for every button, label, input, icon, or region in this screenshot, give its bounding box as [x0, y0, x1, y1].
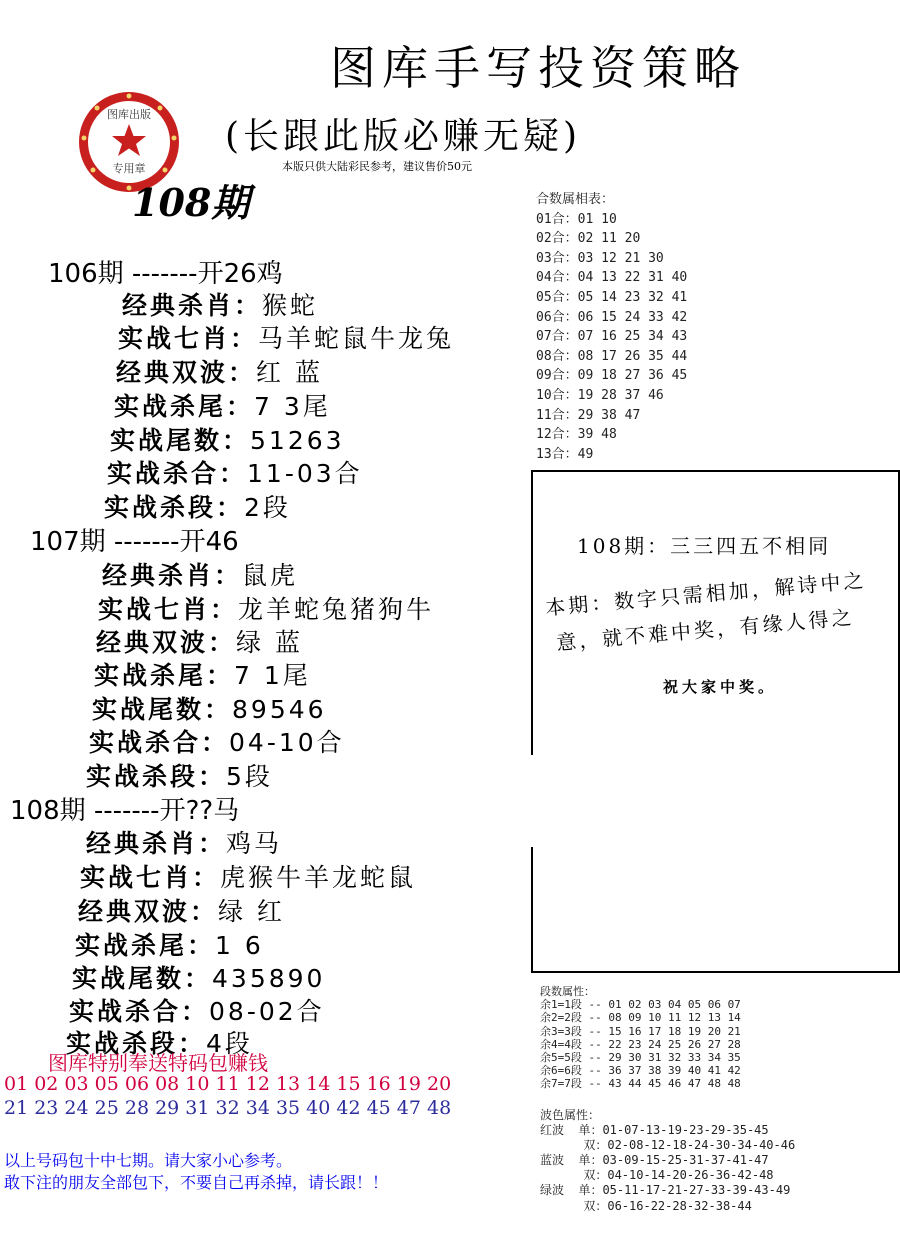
he-table-row: 05合：05 14 23 32 41: [536, 289, 688, 305]
he-table-row: 09合：09 18 27 36 45: [536, 368, 688, 384]
he-table-row: 10合：19 28 37 46: [536, 387, 664, 403]
he-table-row: 02合：02 11 20: [536, 231, 641, 247]
period-107-row: 实战杀段：5段: [86, 762, 273, 791]
period-106-row: 经典杀肖：猴蛇: [122, 291, 319, 320]
period-106-row: 实战七肖：马羊蛇鼠牛龙兔: [118, 324, 455, 353]
page-subtitle: (长跟此版必赚无疑): [225, 116, 582, 157]
period-106-row: 实战尾数：51263: [110, 426, 345, 455]
promo-numbers-line2: 21 23 24 25 28 29 31 32 34 35 40 42 45 47 48: [4, 1097, 452, 1119]
period-108-row: 实战七肖：虎猴牛羊龙蛇鼠: [80, 863, 417, 892]
poem-line: 意，就不难中奖，有缘人得之: [555, 604, 856, 655]
period-106-row: 经典双波：红 蓝: [116, 358, 323, 387]
svg-text:图库出版: 图库出版: [107, 108, 151, 121]
duan-table-row: 余6=6段 -- 36 37 38 39 40 41 42: [540, 1064, 741, 1078]
he-table-row: 11合：29 38 47: [536, 407, 641, 423]
he-table-row: 12合：39 48: [536, 427, 617, 443]
duan-table-title: 段数属性：: [540, 985, 595, 998]
period-107-row: 经典杀肖：鼠虎: [102, 561, 299, 590]
poem-line: 108期：三三四五不相同: [577, 534, 832, 558]
period-108-row: 经典双波：绿 红: [78, 897, 285, 926]
wave-table-row: 双：02-08-12-18-24-30-34-40-46: [540, 1138, 796, 1153]
he-table-row: 13合：49: [536, 446, 594, 462]
period-108-row: 实战尾数：435890: [72, 964, 326, 993]
period-108-row: 经典杀肖：鸡马: [86, 829, 283, 858]
period-108-head: 108期 -------开??马: [10, 796, 240, 826]
period-106-row: 实战杀尾：7 3尾: [114, 392, 331, 421]
wave-table-title: 波色属性：: [540, 1108, 601, 1122]
period-106-row: 实战杀段：2段: [104, 493, 291, 522]
wave-table-row: 蓝波 单：03-09-15-25-31-37-41-47: [540, 1153, 769, 1168]
promo-tip1: 以上号码包十中七期。请大家小心参考。: [4, 1151, 293, 1170]
issue-number: 108期: [132, 180, 250, 225]
period-107-row: 实战七肖：龙羊蛇兔猪狗牛: [98, 595, 435, 624]
duan-table: [540, 985, 741, 1091]
promo-title: 图库特别奉送特码包赚钱: [48, 1051, 268, 1075]
promo-tip2: 敢下注的朋友全部包下，不要自己再杀掉，请长跟！！: [4, 1173, 389, 1192]
wave-table: [540, 1108, 795, 1214]
period-107-row: 经典双波：绿 蓝: [96, 628, 303, 657]
wave-table-row: 双：04-10-14-20-26-36-42-48: [540, 1168, 774, 1183]
he-table-row: 07合：07 16 25 34 43: [536, 329, 688, 345]
wave-table-row: 红波 单：01-07-13-19-23-29-35-45: [540, 1123, 769, 1138]
he-table-row: 04合：04 13 22 31 40: [536, 270, 688, 286]
he-table-title: 合数属相表：: [536, 192, 615, 207]
he-table-row: 01合：01 10: [536, 211, 617, 227]
promo-numbers-line1: 01 02 03 05 06 08 10 11 12 13 14 15 16 19 20: [4, 1073, 452, 1095]
he-table-row: 06合：06 15 24 33 42: [536, 309, 688, 325]
period-108-row: 实战杀尾：1 6: [75, 931, 264, 960]
period-106-row: 实战杀合：11-03合: [107, 459, 363, 488]
duan-table-row: 余5=5段 -- 29 30 31 32 33 34 35: [540, 1050, 741, 1064]
period-108-row: 实战杀合：08-02合: [69, 997, 325, 1026]
he-table: [536, 190, 687, 464]
duan-table-row: 余1=1段 -- 01 02 03 04 05 06 07: [540, 998, 741, 1012]
white-patch: [460, 755, 885, 847]
period-107-row: 实战杀尾：7 1尾: [94, 661, 311, 690]
period-106-head: 106期 -------开26鸡: [48, 259, 283, 289]
wave-table-row: 绿波 单：05-11-17-21-27-33-39-43-49: [540, 1183, 791, 1198]
period-108-row: 实战杀段：4段: [66, 1029, 253, 1058]
period-107-row: 实战尾数：89546: [92, 695, 327, 724]
duan-table-row: 余4=4段 -- 22 23 24 25 26 27 28: [540, 1037, 741, 1051]
page-title: 图库手写投资策略: [330, 41, 746, 95]
duan-table-row: 余2=2段 -- 08 09 10 11 12 13 14: [540, 1011, 741, 1025]
duan-table-row: 余7=7段 -- 43 44 45 46 47 48 48: [540, 1077, 741, 1091]
svg-text:专用章: 专用章: [112, 162, 146, 175]
duan-table-row: 余3=3段 -- 15 16 17 18 19 20 21: [540, 1024, 741, 1038]
poem-line: 本期：数字只需相加，解诗中之: [544, 567, 868, 620]
price-note: 本版只供大陆彩民参考，建议售价50元: [282, 160, 472, 173]
period-107-row: 实战杀合：04-10合: [89, 728, 345, 757]
period-107-head: 107期 -------开46: [30, 527, 239, 557]
poem-blessing: 祝大家中奖。: [663, 678, 778, 696]
he-table-row: 08合：08 17 26 35 44: [536, 348, 688, 364]
he-table-row: 03合：03 12 21 30: [536, 250, 664, 266]
wave-table-row: 双：06-16-22-28-32-38-44: [540, 1198, 752, 1213]
